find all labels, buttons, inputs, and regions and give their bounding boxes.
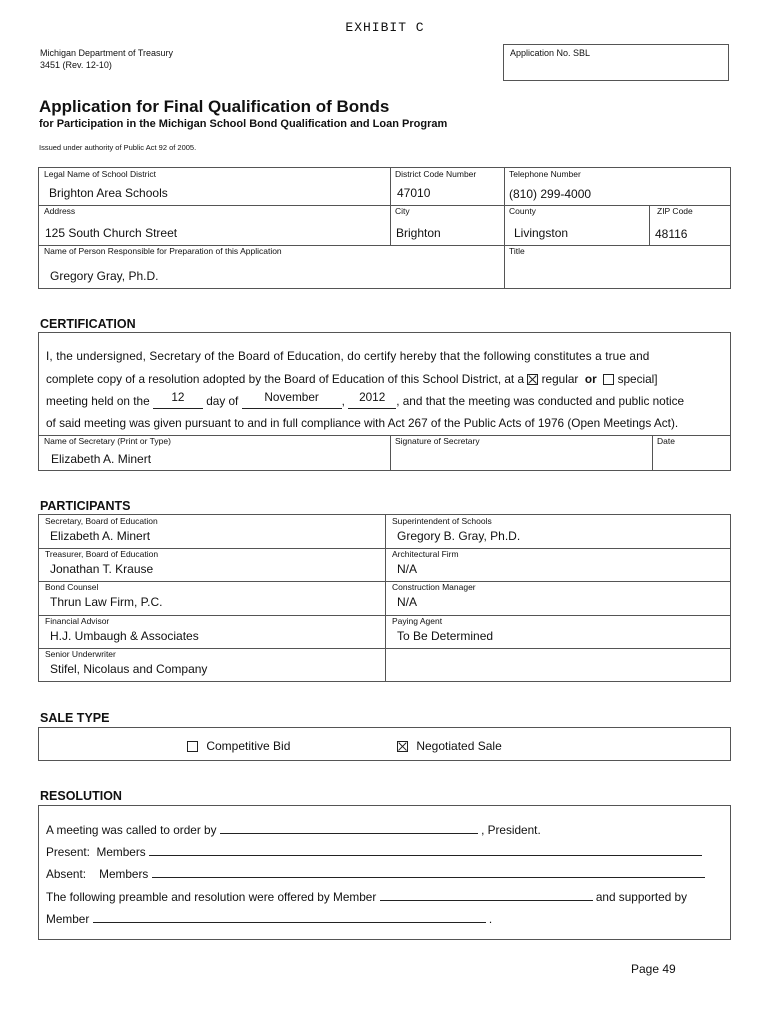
city-value: Brighton	[396, 226, 441, 240]
resolution-supported-line	[46, 910, 492, 926]
resolution-heading: RESOLUTION	[40, 789, 122, 803]
page-number: Page 49	[631, 962, 676, 976]
application-number-field[interactable]	[503, 44, 729, 81]
president-name-field[interactable]	[220, 821, 478, 834]
address-label: Address	[44, 206, 76, 216]
certification-heading: CERTIFICATION	[40, 317, 136, 331]
form-subtitle: for Participation in the Michigan School Bond Qualification and Loan Program	[39, 118, 448, 130]
resolution-present-line	[46, 843, 702, 859]
participant-left-value: Elizabeth A. Minert	[50, 529, 151, 543]
district-info-table	[38, 167, 731, 289]
present-label: Present:	[46, 845, 90, 859]
absent-members-field[interactable]	[152, 865, 705, 878]
regular-meeting-checkbox[interactable]	[527, 374, 538, 385]
preparer-title-field[interactable]	[504, 245, 730, 289]
day-of-text: day of	[206, 394, 239, 408]
participant-left-label: Secretary, Board of Education	[45, 516, 158, 526]
participant-right-value: N/A	[397, 595, 418, 609]
line-end-period: .	[488, 912, 493, 926]
present-members-label: Members	[96, 845, 146, 859]
secretary-name-label: Name of Secretary (Print or Type)	[44, 436, 171, 446]
legal-name-value: Brighton Area Schools	[49, 186, 168, 200]
or-label: or	[584, 372, 597, 386]
zip-label: ZIP Code	[657, 206, 693, 216]
participant-right-label: Architectural Firm	[392, 549, 459, 559]
address-field[interactable]	[39, 205, 390, 245]
participant-left-label: Financial Advisor	[45, 616, 110, 626]
participant-right-value: Gregory B. Gray, Ph.D.	[397, 529, 521, 543]
meeting-held-text: meeting held on the	[46, 394, 150, 408]
special-meeting-checkbox[interactable]	[603, 374, 614, 385]
participant-right-field-0[interactable]	[386, 514, 730, 547]
participants-heading: PARTICIPANTS	[40, 499, 131, 513]
district-code-field[interactable]	[390, 168, 504, 205]
legal-name-field[interactable]	[39, 168, 390, 205]
participant-left-field-2[interactable]	[39, 580, 385, 614]
participant-left-label: Treasurer, Board of Education	[45, 549, 159, 559]
county-field[interactable]	[504, 205, 649, 245]
participant-right-field-2[interactable]	[386, 580, 730, 614]
participant-left-field-0[interactable]	[39, 514, 385, 547]
application-number-label: Application No. SBL	[510, 48, 591, 58]
secretary-signature-label: Signature of Secretary	[395, 436, 480, 446]
telephone-field[interactable]	[504, 168, 730, 205]
participant-right-label: Paying Agent	[392, 616, 443, 626]
department-block	[40, 47, 173, 71]
competitive-bid-checkbox[interactable]	[187, 741, 198, 752]
city-label: City	[395, 206, 410, 216]
preparer-label: Name of Person Responsible for Preparation of this Application	[44, 246, 282, 256]
certification-date-label: Date	[657, 436, 675, 446]
participant-left-field-3[interactable]	[39, 614, 385, 647]
preparer-title-label: Title	[509, 246, 525, 256]
telephone-label: Telephone Number	[509, 169, 581, 179]
county-label: County	[509, 206, 536, 216]
competitive-bid-label: Competitive Bid	[206, 739, 291, 753]
participant-left-field-1[interactable]	[39, 547, 385, 580]
form-number: 3451 (Rev. 12-10)	[40, 60, 112, 70]
participant-right-label: Superintendent of Schools	[392, 516, 492, 526]
certification-line-2-text: complete copy of a resolution adopted by the Board of Education of this School District, at a	[46, 372, 525, 386]
secretary-signature-field[interactable]	[390, 435, 652, 470]
offered-by-field[interactable]	[380, 888, 593, 901]
president-text: , President.	[481, 823, 541, 837]
absent-members-label: Members	[99, 867, 149, 881]
secretary-name-value: Elizabeth A. Minert	[51, 452, 152, 466]
authority-note: Issued under authority of Public Act 92 of 2005.	[39, 143, 197, 152]
certification-line-1: I, the undersigned, Secretary of the Board of Education, do certify hereby that the following constitutes a true and	[46, 349, 650, 363]
city-field[interactable]	[390, 205, 504, 245]
participant-right-field-1[interactable]	[386, 547, 730, 580]
negotiated-sale-checkbox[interactable]	[397, 741, 408, 752]
supported-by-text: and supported by	[595, 890, 688, 904]
participant-right-value: N/A	[397, 562, 418, 576]
certification-line-3-end: , and that the meeting was conducted and public notice	[396, 394, 685, 408]
participant-left-label: Bond Counsel	[45, 582, 99, 592]
resolution-line-1	[46, 821, 541, 837]
meeting-day-value: 12	[171, 390, 185, 404]
resolution-absent-line	[46, 865, 705, 881]
participant-left-field-4[interactable]	[39, 647, 385, 681]
zip-value: 48116	[655, 227, 688, 241]
participant-left-label: Senior Underwriter	[45, 649, 116, 659]
supporting-member-label: Member	[46, 912, 90, 926]
negotiated-sale-label: Negotiated Sale	[416, 739, 502, 753]
supported-by-field[interactable]	[93, 910, 486, 923]
certification-line-3: meeting held on the 12 day of November , 2012 , and that the meeting was conducted and public notice	[46, 390, 685, 408]
district-code-value: 47010	[397, 186, 431, 200]
competitive-bid-option[interactable]	[187, 739, 290, 753]
preparer-value: Gregory Gray, Ph.D.	[50, 269, 159, 283]
participant-left-value: H.J. Umbaugh & Associates	[50, 629, 199, 643]
district-code-label: District Code Number	[395, 169, 477, 179]
absent-label: Absent:	[46, 867, 87, 881]
sale-type-box	[38, 727, 731, 761]
participant-right-label: Construction Manager	[392, 582, 476, 592]
offered-by-text: The following preamble and resolution were offered by Member	[46, 890, 377, 904]
participant-left-value: Thrun Law Firm, P.C.	[50, 595, 163, 609]
certification-line-4: of said meeting was given pursuant to and in full compliance with Act 267 of the Public Acts of 1976 (Open Meetings Act).	[46, 416, 679, 430]
legal-name-label: Legal Name of School District	[44, 169, 156, 179]
department-name: Michigan Department of Treasury	[40, 48, 174, 58]
negotiated-sale-option[interactable]	[397, 739, 502, 753]
certification-date-field[interactable]	[652, 435, 730, 470]
certification-line-2	[46, 372, 658, 386]
participant-right-value: To Be Determined	[397, 629, 494, 643]
address-value: 125 South Church Street	[45, 226, 178, 240]
called-to-order-text: A meeting was called to order by	[46, 823, 217, 837]
participant-right-field-3[interactable]	[386, 614, 730, 647]
sale-type-heading: SALE TYPE	[40, 711, 110, 725]
regular-label: regular	[541, 372, 579, 386]
special-label: special]	[617, 372, 658, 386]
preparer-field[interactable]	[39, 245, 504, 289]
form-title: Application for Final Qualification of Bonds	[39, 97, 390, 116]
meeting-year-value: 2012	[359, 390, 386, 404]
present-members-field[interactable]	[149, 843, 702, 856]
zip-field[interactable]	[649, 205, 730, 245]
secretary-name-field[interactable]	[39, 435, 389, 470]
county-value: Livingston	[514, 226, 569, 240]
meeting-month-value: November	[264, 390, 319, 404]
resolution-offered-line	[46, 888, 687, 904]
participant-right-field-4[interactable]	[386, 647, 730, 681]
telephone-value: (810) 299-4000	[509, 187, 592, 201]
participant-left-value: Stifel, Nicolaus and Company	[50, 662, 208, 676]
exhibit-label: EXHIBIT C	[345, 20, 425, 35]
participant-left-value: Jonathan T. Krause	[50, 562, 154, 576]
